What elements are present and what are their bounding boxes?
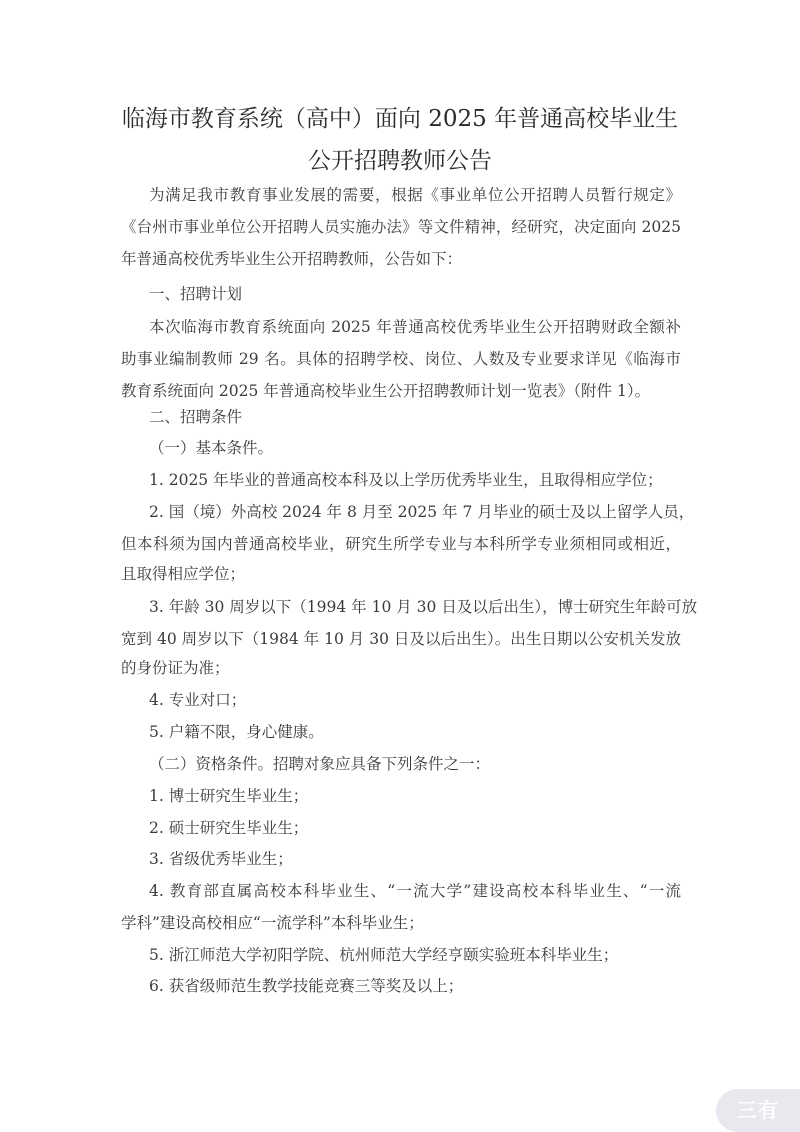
- qualification-condition-4-line-2: 学科”建设高校相应“一流学科”本科毕业生；: [121, 914, 424, 932]
- basic-condition-1: 1. 2025 年毕业的普通高校本科及以上学历优秀毕业生，且取得相应学位；: [149, 471, 663, 489]
- qualification-condition-3: 3. 省级优秀毕业生；: [149, 850, 293, 868]
- subsection-heading-qualification: （二）资格条件。招聘对象应具备下列条件之一：: [149, 755, 491, 773]
- intro-line-2: 《台州市事业单位公开招聘人员实施办法》等文件精神，经研究，决定面向 2025: [121, 218, 681, 236]
- basic-condition-2-line-2: 但本科须为国内普通高校毕业，研究生所学专业与本科所学专业须相同或相近，: [121, 535, 681, 553]
- intro-line-1: 为满足我市教育事业发展的需要，根据《事业单位公开招聘人员暂行规定》: [149, 186, 681, 204]
- section-heading-conditions: 二、招聘条件: [149, 408, 243, 426]
- basic-condition-5: 5. 户籍不限，身心健康。: [149, 723, 324, 741]
- plan-body-line-1: 本次临海市教育系统面向 2025 年普通高校优秀毕业生公开招聘财政全额补: [149, 318, 681, 336]
- basic-condition-4: 4. 专业对口；: [149, 691, 247, 709]
- basic-condition-3-line-3: 的身份证为准；: [121, 659, 230, 677]
- basic-condition-3-line-2: 宽到 40 周岁以下（1984 年 10 月 30 日及以后出生）。出生日期以公安机关发放: [121, 630, 681, 648]
- qualification-condition-6: 6. 获省级师范生教学技能竞赛三等奖及以上；: [149, 977, 464, 995]
- section-heading-plan: 一、招聘计划: [149, 285, 243, 303]
- qualification-condition-4-line-1: 4. 教育部直属高校本科毕业生、“一流大学”建设高校本科毕业生、“一流: [149, 882, 681, 900]
- qualification-condition-2: 2. 硕士研究生毕业生；: [149, 819, 309, 837]
- intro-line-3: 年普通高校优秀毕业生公开招聘教师，公告如下：: [121, 250, 463, 268]
- subsection-heading-basic: （一）基本条件。: [149, 439, 274, 457]
- plan-body-line-2: 助事业编制教师 29 名。具体的招聘学校、岗位、人数及专业要求详见《临海市: [121, 350, 681, 368]
- document-title-line-2: 公开招聘教师公告: [308, 148, 492, 174]
- basic-condition-2-line-3: 且取得相应学位；: [121, 565, 246, 583]
- basic-condition-3-line-1: 3. 年龄 30 周岁以下（1994 年 10 月 30 日及以后出生），博士研究生年龄可放: [149, 598, 698, 616]
- qualification-condition-1: 1. 博士研究生毕业生；: [149, 787, 309, 805]
- document-title-line-1: 临海市教育系统（高中）面向 2025 年普通高校毕业生: [121, 106, 679, 132]
- watermark-logo: 三有: [716, 1089, 800, 1132]
- qualification-condition-5: 5. 浙江师范大学初阳学院、杭州师范大学经亨颐实验班本科毕业生；: [149, 946, 619, 964]
- basic-condition-2-line-1: 2. 国（境）外高校 2024 年 8 月至 2025 年 7 月毕业的硕士及以上留学人员，: [149, 503, 695, 521]
- plan-body-line-3: 教育系统面向 2025 年普通高校毕业生公开招聘教师计划一览表》（附件 1）。: [121, 382, 651, 400]
